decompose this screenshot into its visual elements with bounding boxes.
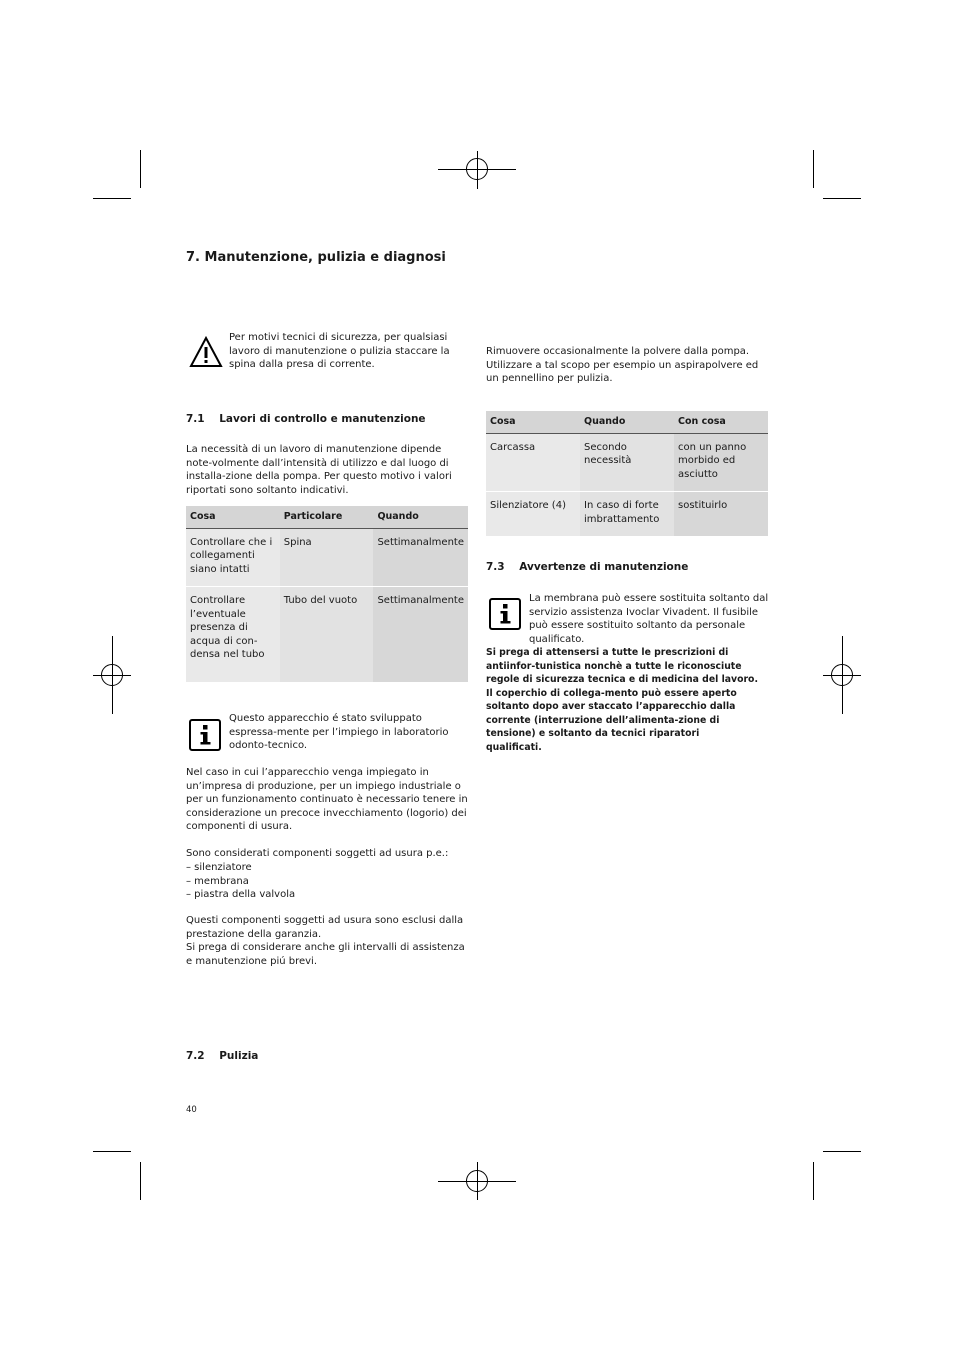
paragraph-wear-intro: Sono considerati componenti soggetti ad usura p.e.: bbox=[186, 848, 449, 859]
paragraph-warranty bbox=[186, 914, 470, 968]
list-item: – membrana bbox=[186, 875, 249, 887]
column-header: Cosa bbox=[486, 411, 580, 433]
column-header: Particolare bbox=[280, 506, 374, 528]
list-item: – piastra della valvola bbox=[186, 889, 296, 900]
crop-mark-top-right-v bbox=[813, 150, 814, 188]
list-item: – silenziatore bbox=[186, 862, 252, 873]
column-header: Cosa bbox=[186, 506, 280, 528]
table-cell: Settimanalmente bbox=[373, 587, 468, 683]
warning-icon bbox=[189, 336, 223, 372]
warning-text: Per motivi tecnici di sicurezza, per qualsiasi lavoro di manutenzione o pulizia staccare la spina dalla presa di corrente. bbox=[229, 332, 450, 370]
table-row bbox=[486, 492, 768, 537]
table-row bbox=[186, 587, 468, 683]
table-header-row bbox=[186, 506, 468, 528]
section-7-2-title: 7.2 Pulizia bbox=[186, 1050, 259, 1062]
table-header-row bbox=[486, 411, 768, 433]
table-cell: Controllare che i collegamenti siano intatti bbox=[186, 528, 280, 587]
cleaning-table bbox=[486, 411, 768, 537]
table-cell: Spina bbox=[280, 528, 374, 587]
crop-mark-bottom-right-h bbox=[823, 1151, 861, 1152]
crop-mark-top-left-h bbox=[93, 198, 131, 199]
crop-mark-bottom-left-v bbox=[140, 1162, 141, 1200]
info-text-membrane: La membrana può essere sostituita soltanto dal servizio assistenza Ivoclar Vivadent. Il fusibile può essere sostituito soltanto da personale qualificato. bbox=[529, 593, 769, 645]
safety-bold-text: Si prega di attensersi a tutte le prescrizioni di antiinfor-tunistica nonchè a tutte le riconosciute regole di sicurezza tecnica e di medicina del lavoro. Il coperchio di collega-mento può essere aperto soltanto dopo aver staccato l’apparecchio dalla corrente (interruzione dell’alimenta-zione di tensione) e soltanto da tecnici riparatori qualificati. bbox=[486, 647, 758, 753]
table-row bbox=[186, 528, 468, 587]
table-cell: Controllare l’eventuale presenza di acqua di con-densa nel tubo bbox=[186, 587, 280, 683]
crop-mark-top-left-v bbox=[140, 150, 141, 188]
info-text-lab-use: Questo apparecchio é stato sviluppato espressa-mente per l’impiego in laboratorio odonto-tecnico. bbox=[229, 713, 449, 751]
table-cell: In caso di forte imbrattamento bbox=[580, 492, 674, 537]
page-number: 40 bbox=[186, 1105, 197, 1115]
table-cell: Secondo necessità bbox=[580, 433, 674, 492]
cleaning-text: Rimuovere occasionalmente la polvere dalla pompa. Utilizzare a tal scopo per esempio un aspirapolvere ed un pennellino per pulizia. bbox=[486, 346, 759, 384]
column-header: Quando bbox=[580, 411, 674, 433]
service-interval-text: Si prega di considerare anche gli intervalli di assistenza e manutenzione piú brevi. bbox=[186, 942, 465, 967]
table-cell: Tubo del vuoto bbox=[280, 587, 374, 683]
info-icon bbox=[189, 719, 221, 755]
maintenance-table bbox=[186, 506, 468, 683]
crop-mark-bottom-right-v bbox=[813, 1162, 814, 1200]
table-cell: con un panno morbido ed asciutto bbox=[674, 433, 768, 492]
column-header: Quando bbox=[373, 506, 468, 528]
table-row bbox=[486, 433, 768, 492]
crop-mark-top-right-h bbox=[823, 198, 861, 199]
section-7-1-intro: La necessità di un lavoro di manutenzione dipende note-volmente dall’intensità di utilizzo e dal luogo di installa-zione della pompa. Per questo motivo i valori riportati sono soltanto indicativi. bbox=[186, 444, 452, 496]
table-cell: Carcassa bbox=[486, 433, 580, 492]
table-cell: sostituirlo bbox=[674, 492, 768, 537]
info-icon bbox=[489, 598, 521, 634]
section-7-1-title: 7.1 Lavori di controllo e manutenzione bbox=[186, 413, 426, 425]
table-cell: Silenziatore (4) bbox=[486, 492, 580, 537]
paragraph-usage: Nel caso in cui l’apparecchio venga impiegato in un’impresa di produzione, per un impiego industriale o per un funzionamento continuato è necessario tenere in considerazione un precoce invecchiamento (logorio) dei componenti di usura. bbox=[186, 767, 468, 832]
warranty-text: Questi componenti soggetti ad usura sono esclusi dalla prestazione della garanzia. bbox=[186, 915, 464, 940]
crop-mark-bottom-left-h bbox=[93, 1151, 131, 1152]
column-header: Con cosa bbox=[674, 411, 768, 433]
wear-parts-list bbox=[186, 861, 470, 902]
page-heading: 7. Manutenzione, pulizia e diagnosi bbox=[186, 250, 446, 265]
table-cell: Settimanalmente bbox=[373, 528, 468, 587]
section-7-3-title: 7.3 Avvertenze di manutenzione bbox=[486, 561, 689, 573]
